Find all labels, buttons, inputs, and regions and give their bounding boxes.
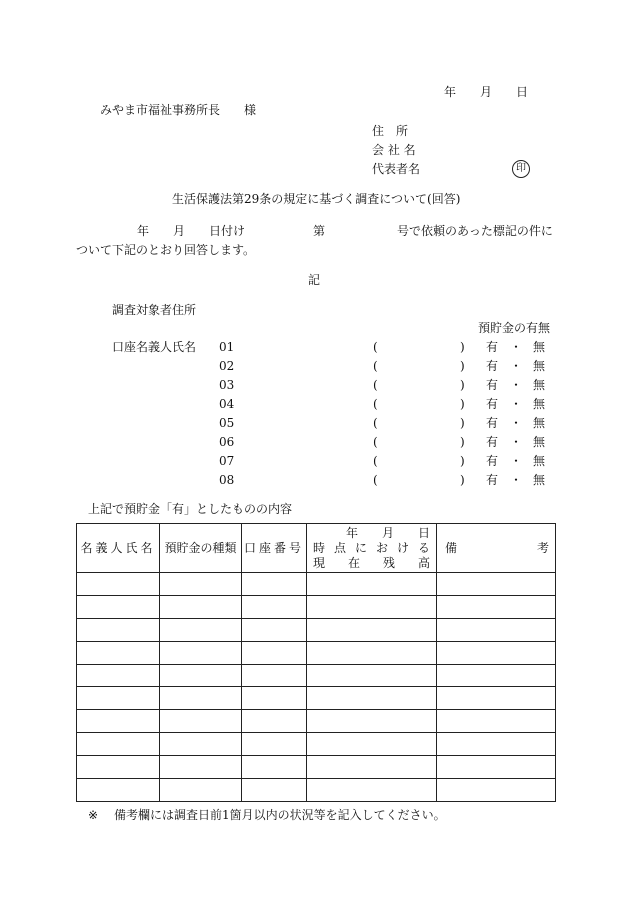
header-account-number: 口座番号 (242, 524, 307, 573)
table-cell[interactable] (77, 595, 160, 618)
table-cell[interactable] (242, 664, 307, 687)
table-cell[interactable] (307, 733, 437, 756)
table-row (77, 641, 556, 664)
paren-open: ( (373, 435, 378, 449)
holder-label: 口座名義人氏名 (112, 340, 197, 354)
holder-number: 01 (219, 340, 235, 354)
yes-option: 有 (486, 378, 499, 392)
separator-dot: ・ (510, 416, 523, 430)
table-cell[interactable] (242, 573, 307, 596)
balance-line2-char: け (396, 540, 409, 555)
table-cell[interactable] (242, 756, 307, 779)
table-cell[interactable] (437, 641, 556, 664)
balance-year: 年 (345, 525, 358, 540)
balance-line2-char: 点 (333, 540, 346, 555)
holder-number: 05 (219, 416, 235, 430)
body-line2: ついて下記のとおり回答します。 (76, 243, 256, 257)
table-cell[interactable] (160, 641, 242, 664)
table-cell[interactable] (437, 733, 556, 756)
holder-number: 07 (219, 454, 235, 468)
table-header-row (77, 524, 556, 573)
table-cell[interactable] (437, 595, 556, 618)
holder-number: 03 (219, 378, 235, 392)
table-cell[interactable] (437, 664, 556, 687)
date-year: 年 (444, 85, 457, 99)
paren-open: ( (373, 378, 378, 392)
addressee-honorific: 様 (244, 103, 257, 117)
paren-close: ) (460, 416, 465, 430)
separator-dot: ・ (510, 454, 523, 468)
table-row (77, 756, 556, 779)
ki-heading: 記 (308, 273, 321, 287)
holder-number: 02 (219, 359, 235, 373)
table-cell[interactable] (242, 710, 307, 733)
date-month: 月 (480, 85, 493, 99)
table-cell[interactable] (77, 779, 160, 802)
paren-close: ) (460, 378, 465, 392)
remarks-b: 考 (536, 541, 549, 555)
table-cell[interactable] (242, 733, 307, 756)
balance-line2-char: に (354, 540, 367, 555)
no-option: 無 (533, 397, 546, 411)
table-cell[interactable] (307, 779, 437, 802)
table-cell[interactable] (242, 687, 307, 710)
deposit-header: 預貯金の有無 (478, 321, 551, 335)
table-caption: 上記で預貯金「有」としたものの内容 (88, 502, 293, 516)
table-row (77, 595, 556, 618)
table-cell[interactable] (307, 573, 437, 596)
body-dated: 日付け (209, 224, 246, 238)
balance-line2-char: お (375, 540, 388, 555)
table-row (77, 618, 556, 641)
table-cell[interactable] (437, 756, 556, 779)
subject-address-label: 調査対象者住所 (112, 303, 197, 317)
separator-dot: ・ (510, 473, 523, 487)
body-line1-tail: 号で依頼のあった標記の件に (397, 224, 553, 238)
table-cell[interactable] (77, 733, 160, 756)
table-cell[interactable] (77, 756, 160, 779)
body-year: 年 (137, 224, 150, 238)
separator-dot: ・ (510, 340, 523, 354)
sender-representative-label: 代表者名 (372, 162, 421, 176)
paren-close: ) (460, 454, 465, 468)
holder-number: 06 (219, 435, 235, 449)
addressee-office: みやま市福祉事務所長 (100, 103, 221, 117)
balance-day: 日 (417, 525, 430, 540)
paren-open: ( (373, 340, 378, 354)
table-cell[interactable] (307, 595, 437, 618)
document-title: 生活保護法第29条の規定に基づく調査について(回答) (172, 192, 461, 206)
no-option: 無 (533, 454, 546, 468)
table-cell[interactable] (307, 618, 437, 641)
table-cell[interactable] (437, 710, 556, 733)
paren-open: ( (373, 359, 378, 373)
no-option: 無 (533, 473, 546, 487)
yes-option: 有 (486, 435, 499, 449)
balance-line2-char: る (417, 540, 430, 555)
yes-option: 有 (486, 454, 499, 468)
yes-option: 有 (486, 340, 499, 354)
table-cell[interactable] (160, 595, 242, 618)
table-cell[interactable] (160, 733, 242, 756)
paren-close: ) (460, 397, 465, 411)
yes-option: 有 (486, 416, 499, 430)
paren-open: ( (373, 397, 378, 411)
table-cell[interactable] (307, 664, 437, 687)
table-cell[interactable] (160, 779, 242, 802)
table-cell[interactable] (307, 641, 437, 664)
table-row (77, 687, 556, 710)
table-row (77, 733, 556, 756)
table-cell[interactable] (77, 710, 160, 733)
deposit-detail-table (76, 523, 556, 802)
table-cell[interactable] (77, 618, 160, 641)
seal-mark: 印 (512, 160, 530, 178)
separator-dot: ・ (510, 397, 523, 411)
no-option: 無 (533, 359, 546, 373)
remarks-a: 備 (445, 541, 458, 555)
yes-option: 有 (486, 473, 499, 487)
table-cell[interactable] (77, 573, 160, 596)
paren-open: ( (373, 473, 378, 487)
table-row (77, 710, 556, 733)
separator-dot: ・ (510, 435, 523, 449)
table-cell[interactable] (307, 710, 437, 733)
separator-dot: ・ (510, 359, 523, 373)
balance-line3-char: 残 (382, 555, 395, 570)
yes-option: 有 (486, 359, 499, 373)
no-option: 無 (533, 416, 546, 430)
table-cell[interactable] (242, 641, 307, 664)
footnote-mark: ※ (88, 808, 99, 822)
paren-close: ) (460, 473, 465, 487)
table-cell[interactable] (160, 687, 242, 710)
table-cell[interactable] (160, 756, 242, 779)
balance-line3-char: 現 (313, 555, 326, 570)
date-day: 日 (516, 85, 529, 99)
table-cell[interactable] (77, 641, 160, 664)
holder-number: 04 (219, 397, 235, 411)
table-cell[interactable] (307, 756, 437, 779)
balance-line3-char: 高 (417, 555, 430, 570)
header-balance (307, 524, 437, 573)
table-cell[interactable] (437, 618, 556, 641)
no-option: 無 (533, 435, 546, 449)
header-deposit-kind: 預貯金の種類 (160, 524, 242, 573)
balance-line3 (313, 556, 430, 571)
no-option: 無 (533, 340, 546, 354)
footnote-text: 備考欄には調査日前1箇月以内の状況等を記入してください。 (114, 808, 446, 822)
no-option: 無 (533, 378, 546, 392)
table-cell[interactable] (160, 664, 242, 687)
paren-close: ) (460, 435, 465, 449)
table-cell[interactable] (160, 710, 242, 733)
yes-option: 有 (486, 397, 499, 411)
sender-company-label: 会 社 名 (372, 143, 416, 157)
balance-month: 月 (381, 525, 394, 540)
table-cell[interactable] (160, 618, 242, 641)
balance-line2 (313, 541, 430, 556)
header-remarks (437, 524, 556, 573)
table-cell[interactable] (160, 573, 242, 596)
table-row (77, 664, 556, 687)
table-cell[interactable] (77, 687, 160, 710)
paren-close: ) (460, 340, 465, 354)
table-cell[interactable] (437, 573, 556, 596)
balance-line3-char: 在 (347, 555, 360, 570)
sender-address-label: 住 所 (372, 124, 409, 138)
table-cell[interactable] (437, 779, 556, 802)
paren-open: ( (373, 416, 378, 430)
table-body (77, 573, 556, 802)
table-cell[interactable] (242, 618, 307, 641)
table-cell[interactable] (242, 779, 307, 802)
body-month: 月 (173, 224, 186, 238)
separator-dot: ・ (510, 378, 523, 392)
table-cell[interactable] (242, 595, 307, 618)
paren-open: ( (373, 454, 378, 468)
table-cell[interactable] (307, 687, 437, 710)
header-holder-name: 名義人氏名 (77, 524, 160, 573)
table-cell[interactable] (437, 687, 556, 710)
balance-line2-char: 時 (313, 540, 326, 555)
holder-number: 08 (219, 473, 235, 487)
table-row (77, 573, 556, 596)
paren-close: ) (460, 359, 465, 373)
table-cell[interactable] (77, 664, 160, 687)
table-row (77, 779, 556, 802)
body-no-prefix: 第 (313, 224, 326, 238)
